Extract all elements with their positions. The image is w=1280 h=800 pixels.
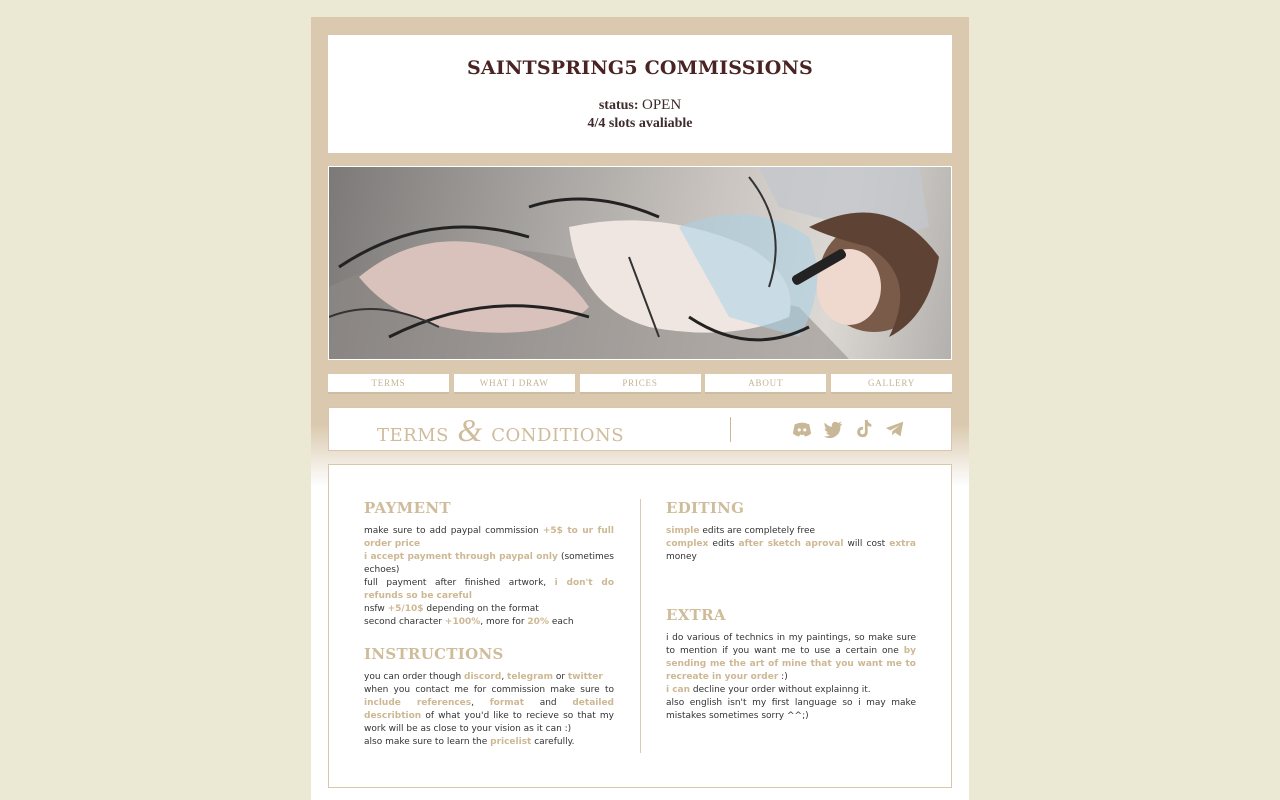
site-title: SAINTSPRING5 COMMISSIONS	[467, 57, 813, 79]
editing-line-2: edits	[708, 539, 739, 549]
pricelist-link[interactable]: pricelist	[490, 737, 532, 747]
payment-line-5: second character	[364, 617, 445, 627]
slots-available: 4/4 slots avaliable	[587, 116, 693, 131]
instructions-highlight-1: include references	[364, 698, 472, 708]
payment-line-4b: depending on the format	[423, 604, 539, 614]
telegram-icon[interactable]	[884, 418, 906, 440]
left-column	[364, 499, 614, 749]
tab-prices[interactable]: PRICES	[580, 374, 701, 394]
section-title-bar	[328, 407, 952, 451]
right-column	[666, 499, 916, 723]
editing-heading: EDITING	[666, 499, 745, 517]
header-box	[328, 35, 952, 153]
instructions-line-3b: carefully.	[531, 737, 575, 747]
editing-highlight-1: simple	[666, 526, 700, 536]
extra-line-1: i do various of technics in my paintings, so make sure to mention if you want me to use a certain one	[666, 633, 916, 656]
editing-line-2b: will cost	[843, 539, 890, 549]
divider	[730, 417, 731, 442]
telegram-link[interactable]: telegram	[507, 672, 553, 682]
editing-highlight-2: complex	[666, 539, 709, 549]
twitter-icon[interactable]	[822, 418, 844, 440]
tab-about[interactable]: ABOUT	[705, 374, 826, 394]
instructions-sep-4: and	[524, 698, 573, 708]
page-frame	[311, 17, 969, 800]
discord-link[interactable]: discord	[464, 672, 502, 682]
editing-highlight-3: after sketch aproval	[738, 539, 844, 549]
status-label: status:	[598, 98, 639, 113]
instructions-line-2: when you contact me for commission make sure to	[364, 685, 614, 695]
column-divider	[640, 499, 641, 753]
extra-line-2: decline your order without explainng it.	[690, 685, 871, 695]
payment-line-3: full payment after finished artwork,	[364, 578, 555, 588]
payment-highlight-1: +5$ to ur full order price	[364, 526, 614, 549]
section-heading	[377, 412, 624, 449]
extra-highlight-1: by sending me the art of mine that you want me to recreate in your order	[666, 646, 916, 682]
status-value: OPEN	[642, 97, 682, 113]
extra-line-3: also english isn't my first language so i may make mistakes sometimes sorry ^^;)	[666, 698, 916, 721]
heading-part-1: terms	[377, 418, 458, 447]
instructions-line-2b: of what you'd like to recieve so that my work will be as close to your vision as it can :)	[364, 711, 614, 734]
payment-heading: PAYMENT	[364, 499, 451, 517]
instructions-sep-2: or	[552, 672, 568, 682]
heading-part-2: conditions	[482, 418, 625, 447]
instructions-sep-3: ,	[471, 698, 490, 708]
payment-highlight-3: i don't do refunds so be careful	[364, 578, 614, 601]
tab-what-i-draw[interactable]: WHAT I DRAW	[454, 374, 575, 394]
instructions-line-1: you can order though	[364, 672, 465, 682]
status-line	[328, 97, 952, 114]
tab-gallery[interactable]: GALLERY	[831, 374, 952, 394]
banner-illustration	[329, 167, 951, 359]
payment-line-2: (sometimes echoes)	[364, 552, 614, 575]
editing-line-1: edits are completely free	[699, 526, 816, 536]
instructions-sep-1: ,	[501, 672, 508, 682]
instructions-text	[364, 671, 614, 749]
extra-heading: EXTRA	[666, 606, 726, 624]
discord-icon[interactable]	[791, 418, 813, 440]
payment-highlight-5: +100%	[444, 617, 481, 627]
instructions-highlight-2: format	[489, 698, 525, 708]
tab-terms[interactable]: TERMS	[328, 374, 449, 394]
instructions-highlight-3: detailed describtion	[364, 698, 614, 721]
tiktok-icon[interactable]	[853, 418, 875, 440]
banner-artwork	[328, 166, 952, 360]
payment-text	[364, 525, 614, 629]
instructions-line-3: also make sure to learn the	[364, 737, 491, 747]
instructions-heading: INSTRUCTIONS	[364, 645, 504, 663]
extra-line-1b: :)	[778, 672, 788, 682]
payment-line-1: make sure to add paypal commission	[364, 526, 543, 536]
extra-text	[666, 632, 916, 723]
payment-line-5b: , more for	[480, 617, 528, 627]
twitter-link[interactable]: twitter	[567, 672, 603, 682]
payment-highlight-2: i accept payment through paypal only	[364, 552, 558, 562]
payment-line-5c: each	[548, 617, 574, 627]
social-links	[791, 418, 906, 440]
editing-highlight-4: extra	[889, 539, 916, 549]
payment-highlight-4: +5/10$	[387, 604, 424, 614]
payment-line-4: nsfw	[364, 604, 388, 614]
payment-highlight-6: 20%	[527, 617, 549, 627]
nav-bar	[328, 374, 952, 394]
extra-highlight-2: i can	[666, 685, 691, 695]
editing-line-2c: money	[666, 552, 697, 562]
heading-ampersand: &	[457, 412, 483, 448]
editing-text	[666, 525, 916, 564]
terms-content	[328, 464, 952, 788]
